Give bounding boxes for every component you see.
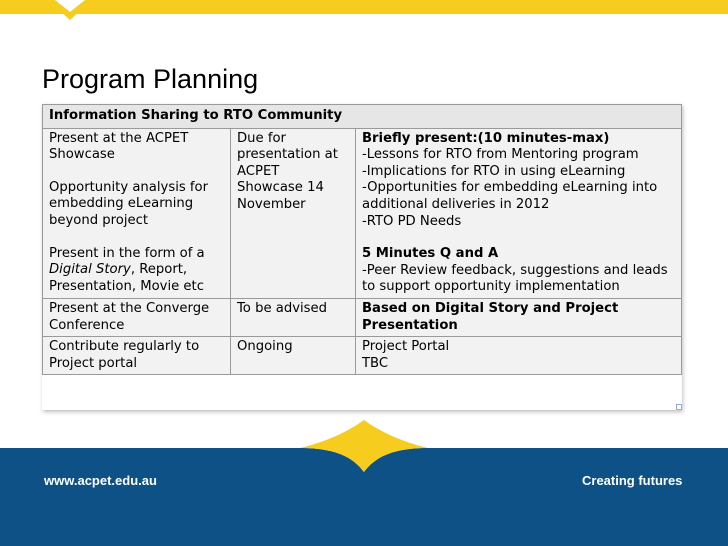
row1-timing-cell: Due for presentation at ACPET Showcase 14 November (231, 128, 356, 298)
row1-activity-p2: Opportunity analysis for embedding eLearning beyond project (49, 179, 209, 228)
row1-details-item: -Peer Review feedback, suggestions and leads to support opportunity implementation (362, 262, 668, 295)
row2-details-cell: Based on Digital Story and Project Presentation (356, 298, 682, 336)
row3-timing-cell: Ongoing (231, 337, 356, 375)
row3-activity-cell: Contribute regularly to Project portal (43, 337, 231, 375)
table-row (43, 128, 682, 298)
spacer (49, 230, 224, 246)
table-row (43, 337, 682, 375)
planning-table-container (42, 104, 682, 410)
row1-details-cell (356, 128, 682, 298)
top-accent-band (0, 0, 728, 14)
table-header: Information Sharing to RTO Community (43, 105, 682, 129)
row2-activity-cell: Present at the Converge Conference (43, 298, 231, 336)
row1-activity-cell (43, 128, 231, 298)
table-header-row (43, 105, 682, 129)
row3-details-line1: Project Portal (362, 339, 450, 355)
table-row (43, 298, 682, 336)
row3-details-cell (356, 337, 682, 375)
row1-details-item: -Lessons for RTO from Mentoring program (362, 147, 639, 163)
row1-activity-p3-em: Digital Story (49, 262, 131, 278)
spacer (362, 230, 675, 246)
row1-details-heading1: Briefly present:(10 minutes-max) (362, 130, 610, 146)
row2-timing-cell: To be advised (231, 298, 356, 336)
footer-url-link[interactable]: www.acpet.edu.au (44, 473, 157, 488)
top-notch-inner-shape (55, 0, 85, 12)
row1-details-heading2: 5 Minutes Q and A (362, 246, 499, 262)
row1-activity-p3-post: , Report, Presentation, Movie etc (49, 262, 204, 294)
row1-details-item: -RTO PD Needs (362, 213, 462, 229)
spacer (49, 164, 224, 180)
row3-details-line2: TBC (362, 355, 389, 371)
row1-activity-p3-pre: Present in the form of a (49, 245, 205, 261)
slide-title: Program Planning (42, 64, 259, 94)
planning-table (42, 104, 682, 375)
row1-details-item: -Implications for RTO in using eLearning (362, 163, 626, 179)
row1-details-item: -Opportunities for embedding eLearning into additional deliveries in 2012 (362, 180, 658, 212)
row1-activity-p3 (49, 246, 224, 296)
anchor-handle-icon (676, 404, 682, 410)
footer-tagline: Creating futures (582, 473, 683, 488)
row1-activity-p1: Present at the ACPET Showcase (49, 130, 189, 163)
